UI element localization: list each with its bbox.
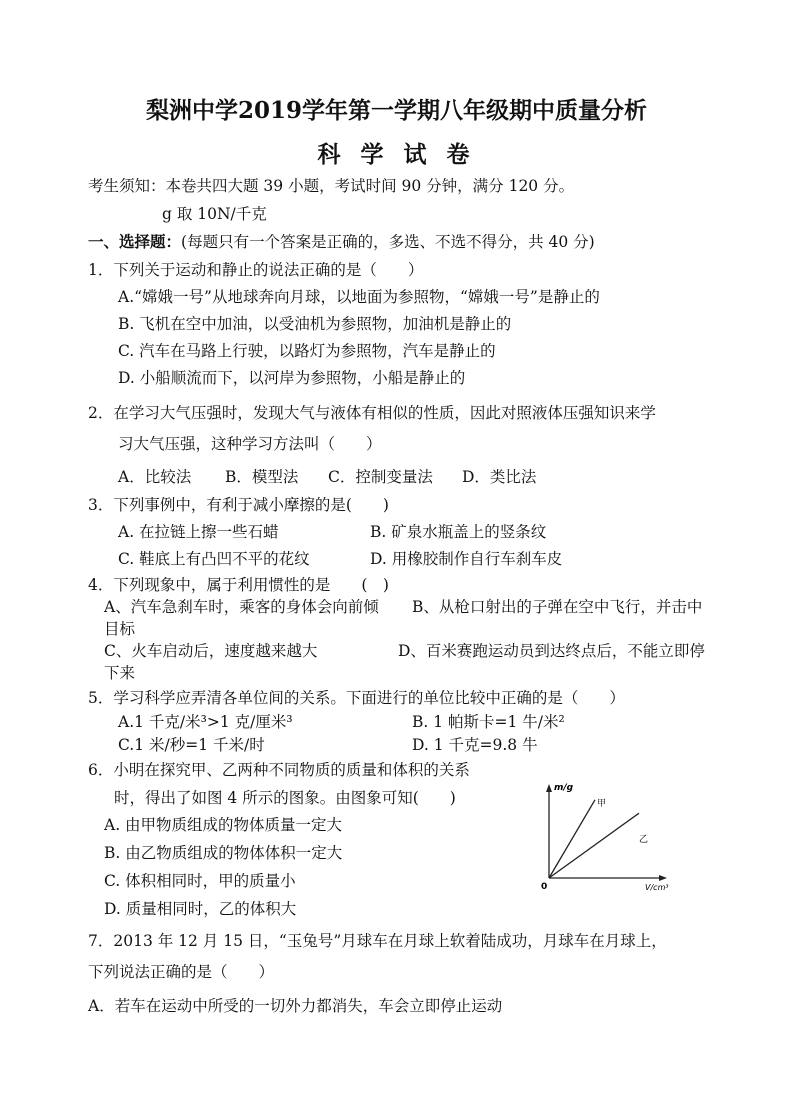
page-title: 梨洲中学2019学年第一学期八年级期中质量分析 [145, 97, 647, 124]
question-4-option-c: C、火车启动后，速度越来越大 [104, 642, 318, 660]
exam-notice: 考生须知：本卷共四大题 39 小题，考试时间 90 分钟，满分 120 分。 [88, 177, 575, 195]
question-3-option-c: C. 鞋底上有凸凹不平的花纹 [118, 550, 310, 568]
gravity-note: g 取 10N/千克 [162, 205, 267, 223]
question-1-option-d: D. 小船顺流而下，以河岸为参照物，小船是静止的 [118, 369, 466, 387]
section-title: 一、选择题： [88, 232, 182, 251]
question-6-option-b: B. 由乙物质组成的物体体积一定大 [104, 844, 343, 862]
question-7-stem-line2: 下列说法正确的是（ ） [88, 963, 275, 981]
question-4-option-a: A、汽车急刹车时，乘客的身体会向前倾 [104, 598, 379, 616]
question-6-option-c: C. 体积相同时，甲的质量小 [104, 872, 296, 890]
question-5-stem: 5．学习科学应弄清各单位间的关系。下面进行的单位比较中正确的是（ ） [88, 689, 625, 707]
question-6-stem-line2: 时，得出了如图 4 所示的图象。由图象可知( ) [114, 789, 456, 807]
question-4-option-b-cont: 目标 [104, 620, 136, 638]
origin-label: 0 [541, 882, 548, 892]
question-4-option-d-cont: 下来 [104, 664, 136, 682]
question-2-stem-line2: 习大气压强，这种学习方法叫（ ） [118, 435, 382, 453]
line-jia-label: 甲 [597, 799, 607, 809]
question-2-option-c: C．控制变量法 [328, 468, 433, 486]
question-5-option-a: A.1 千克/米³>1 克/厘米³ [118, 713, 293, 731]
mass-volume-graph [535, 776, 685, 896]
question-1-option-a: A.“嫦娥一号”从地球奔向月球，以地面为参照物，“嫦娥一号”是静止的 [118, 288, 600, 306]
question-5-option-c: C.1 米/秒=1 千米/时 [118, 736, 265, 754]
question-3-option-a: A. 在拉链上擦一些石蜡 [118, 523, 279, 541]
question-5-option-d: D. 1 千克=9.8 牛 [412, 736, 538, 754]
line-jia [549, 800, 595, 878]
x-axis-arrow-icon [659, 875, 667, 881]
question-6-option-d: D. 质量相同时，乙的体积大 [104, 900, 297, 918]
section-heading [88, 232, 595, 252]
page-subtitle: 科 学 试 卷 [317, 141, 476, 168]
x-axis-label: V/cm³ [645, 883, 669, 892]
y-axis-arrow-icon [546, 784, 552, 792]
section-note: (每题只有一个答案是正确的，多选、不选不得分，共 40 分) [181, 233, 595, 251]
question-3-option-d: D. 用橡胶制作自行车刹车皮 [370, 550, 563, 568]
question-3-option-b: B. 矿泉水瓶盖上的竖条纹 [370, 523, 547, 541]
question-2-option-d: D．类比法 [462, 468, 537, 486]
question-2-stem-line1: 2．在学习大气压强时，发现大气与液体有相似的性质，因此对照液体压强知识来学 [88, 404, 656, 422]
question-4-option-d: D、百米赛跑运动员到达终点后，不能立即停 [398, 642, 705, 660]
question-5-option-b: B. 1 帕斯卡=1 牛/米² [412, 713, 565, 731]
line-yi-label: 乙 [639, 835, 649, 845]
question-7-option-a: A．若车在运动中所受的一切外力都消失，车会立即停止运动 [88, 997, 503, 1015]
y-axis-label: m/g [554, 783, 574, 793]
question-7-stem-line1: 7．2013 年 12 月 15 日，“玉兔号”月球车在月球上软着陆成功，月球车在月球上， [88, 932, 667, 950]
question-6-stem-line1: 6．小明在探究甲、乙两种不同物质的质量和体积的关系 [88, 761, 470, 779]
question-2-option-a: A．比较法 [118, 468, 192, 486]
question-6-option-a: A. 由甲物质组成的物体质量一定大 [104, 816, 343, 834]
question-4-option-b: B、从枪口射出的子弹在空中飞行，并击中 [412, 598, 703, 616]
question-3-stem: 3．下列事例中，有利于减小摩擦的是( ) [88, 496, 389, 514]
question-1-option-c: C. 汽车在马路上行驶，以路灯为参照物，汽车是静止的 [118, 342, 496, 360]
question-4-stem: 4．下列现象中，属于利用惯性的是 ( ) [88, 576, 389, 594]
question-2-option-b: B．模型法 [225, 468, 299, 486]
question-1-stem: 1．下列关于运动和静止的说法正确的是（ ） [88, 261, 424, 279]
line-yi [549, 813, 639, 878]
question-1-option-b: B. 飞机在空中加油，以受油机为参照物，加油机是静止的 [118, 315, 512, 333]
